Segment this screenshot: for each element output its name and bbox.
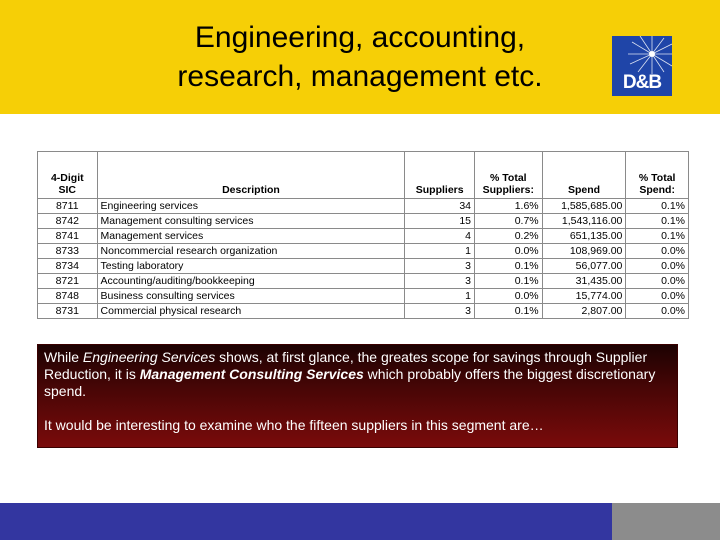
commentary-paragraph-2: It would be interesting to examine who the fifteen suppliers in this segment are…: [44, 417, 544, 433]
cell-spend: 31,435.00: [542, 274, 626, 289]
cell-pct-suppliers: 0.1%: [475, 304, 543, 319]
cell-pct-spend: 0.1%: [626, 214, 689, 229]
cell-suppliers: 3: [405, 304, 475, 319]
header-suppliers: Suppliers: [405, 152, 475, 199]
table-row: [38, 259, 689, 274]
cell-spend: 15,774.00: [542, 289, 626, 304]
table-row: [38, 274, 689, 289]
table-row: [38, 304, 689, 319]
cell-suppliers: 4: [405, 229, 475, 244]
cell-pct-suppliers: 0.1%: [475, 259, 543, 274]
header-sic: 4-Digit SIC: [38, 152, 98, 199]
commentary-paragraph-1: While Engineering Services shows, at first glance, the greates scope for savings through Supplier Reduction, it is Management Consulting Services which probably offers the biggest discretionary spend.: [44, 349, 656, 399]
cell-spend: 2,807.00: [542, 304, 626, 319]
footer-bar-blue: [0, 503, 612, 540]
header-pct-suppliers: % Total Suppliers:: [475, 152, 543, 199]
cell-sic: 8748: [38, 289, 98, 304]
table-row: [38, 229, 689, 244]
cell-pct-spend: 0.0%: [626, 304, 689, 319]
emphasis-engineering: Engineering Services: [82, 349, 216, 365]
header-pct-spend: % Total Spend:: [626, 152, 689, 199]
cell-sic: 8721: [38, 274, 98, 289]
cell-pct-spend: 0.1%: [626, 229, 689, 244]
table-row: [38, 244, 689, 259]
cell-sic: 8711: [38, 199, 98, 214]
cell-pct-spend: 0.0%: [626, 274, 689, 289]
table-row: [38, 199, 689, 214]
table-row: [38, 289, 689, 304]
cell-spend: 1,543,116.00: [542, 214, 626, 229]
title-line-1: Engineering, accounting,: [194, 21, 526, 54]
cell-suppliers: 1: [405, 244, 475, 259]
title-line-2: research, management etc.: [177, 60, 543, 93]
cell-suppliers: 3: [405, 274, 475, 289]
cell-description: Management consulting services: [97, 214, 405, 229]
cell-description: Commercial physical research: [97, 304, 405, 319]
cell-sic: 8741: [38, 229, 98, 244]
dnb-logo: [612, 36, 672, 96]
cell-description: Management services: [97, 229, 405, 244]
cell-pct-suppliers: 0.2%: [475, 229, 543, 244]
header-description: Description: [97, 152, 405, 199]
cell-pct-suppliers: 0.0%: [475, 289, 543, 304]
cell-spend: 651,135.00: [542, 229, 626, 244]
footer-bar-gray: [612, 503, 720, 540]
cell-sic: 8733: [38, 244, 98, 259]
cell-spend: 56,077.00: [542, 259, 626, 274]
cell-sic: 8742: [38, 214, 98, 229]
cell-pct-spend: 0.0%: [626, 289, 689, 304]
header-spend: Spend: [542, 152, 626, 199]
cell-spend: 108,969.00: [542, 244, 626, 259]
cell-suppliers: 3: [405, 259, 475, 274]
cell-pct-spend: 0.1%: [626, 199, 689, 214]
emphasis-management-consulting: Management Consulting Services: [139, 366, 364, 382]
cell-sic: 8731: [38, 304, 98, 319]
cell-description: Business consulting services: [97, 289, 405, 304]
logo-text: D&B: [622, 72, 662, 93]
cell-description: Noncommercial research organization: [97, 244, 405, 259]
cell-description: Engineering services: [97, 199, 405, 214]
cell-suppliers: 1: [405, 289, 475, 304]
cell-suppliers: 34: [405, 199, 475, 214]
cell-pct-suppliers: 0.1%: [475, 274, 543, 289]
cell-pct-suppliers: 0.7%: [475, 214, 543, 229]
cell-pct-suppliers: 1.6%: [475, 199, 543, 214]
cell-pct-spend: 0.0%: [626, 259, 689, 274]
cell-pct-spend: 0.0%: [626, 244, 689, 259]
sic-table: [37, 151, 689, 319]
table-header-row: [38, 152, 689, 199]
commentary-box: [37, 344, 678, 448]
page-title: [100, 18, 620, 96]
table-row: [38, 214, 689, 229]
header-band: [0, 0, 720, 114]
cell-pct-suppliers: 0.0%: [475, 244, 543, 259]
cell-spend: 1,585,685.00: [542, 199, 626, 214]
cell-description: Testing laboratory: [97, 259, 405, 274]
cell-sic: 8734: [38, 259, 98, 274]
cell-description: Accounting/auditing/bookkeeping: [97, 274, 405, 289]
cell-suppliers: 15: [405, 214, 475, 229]
